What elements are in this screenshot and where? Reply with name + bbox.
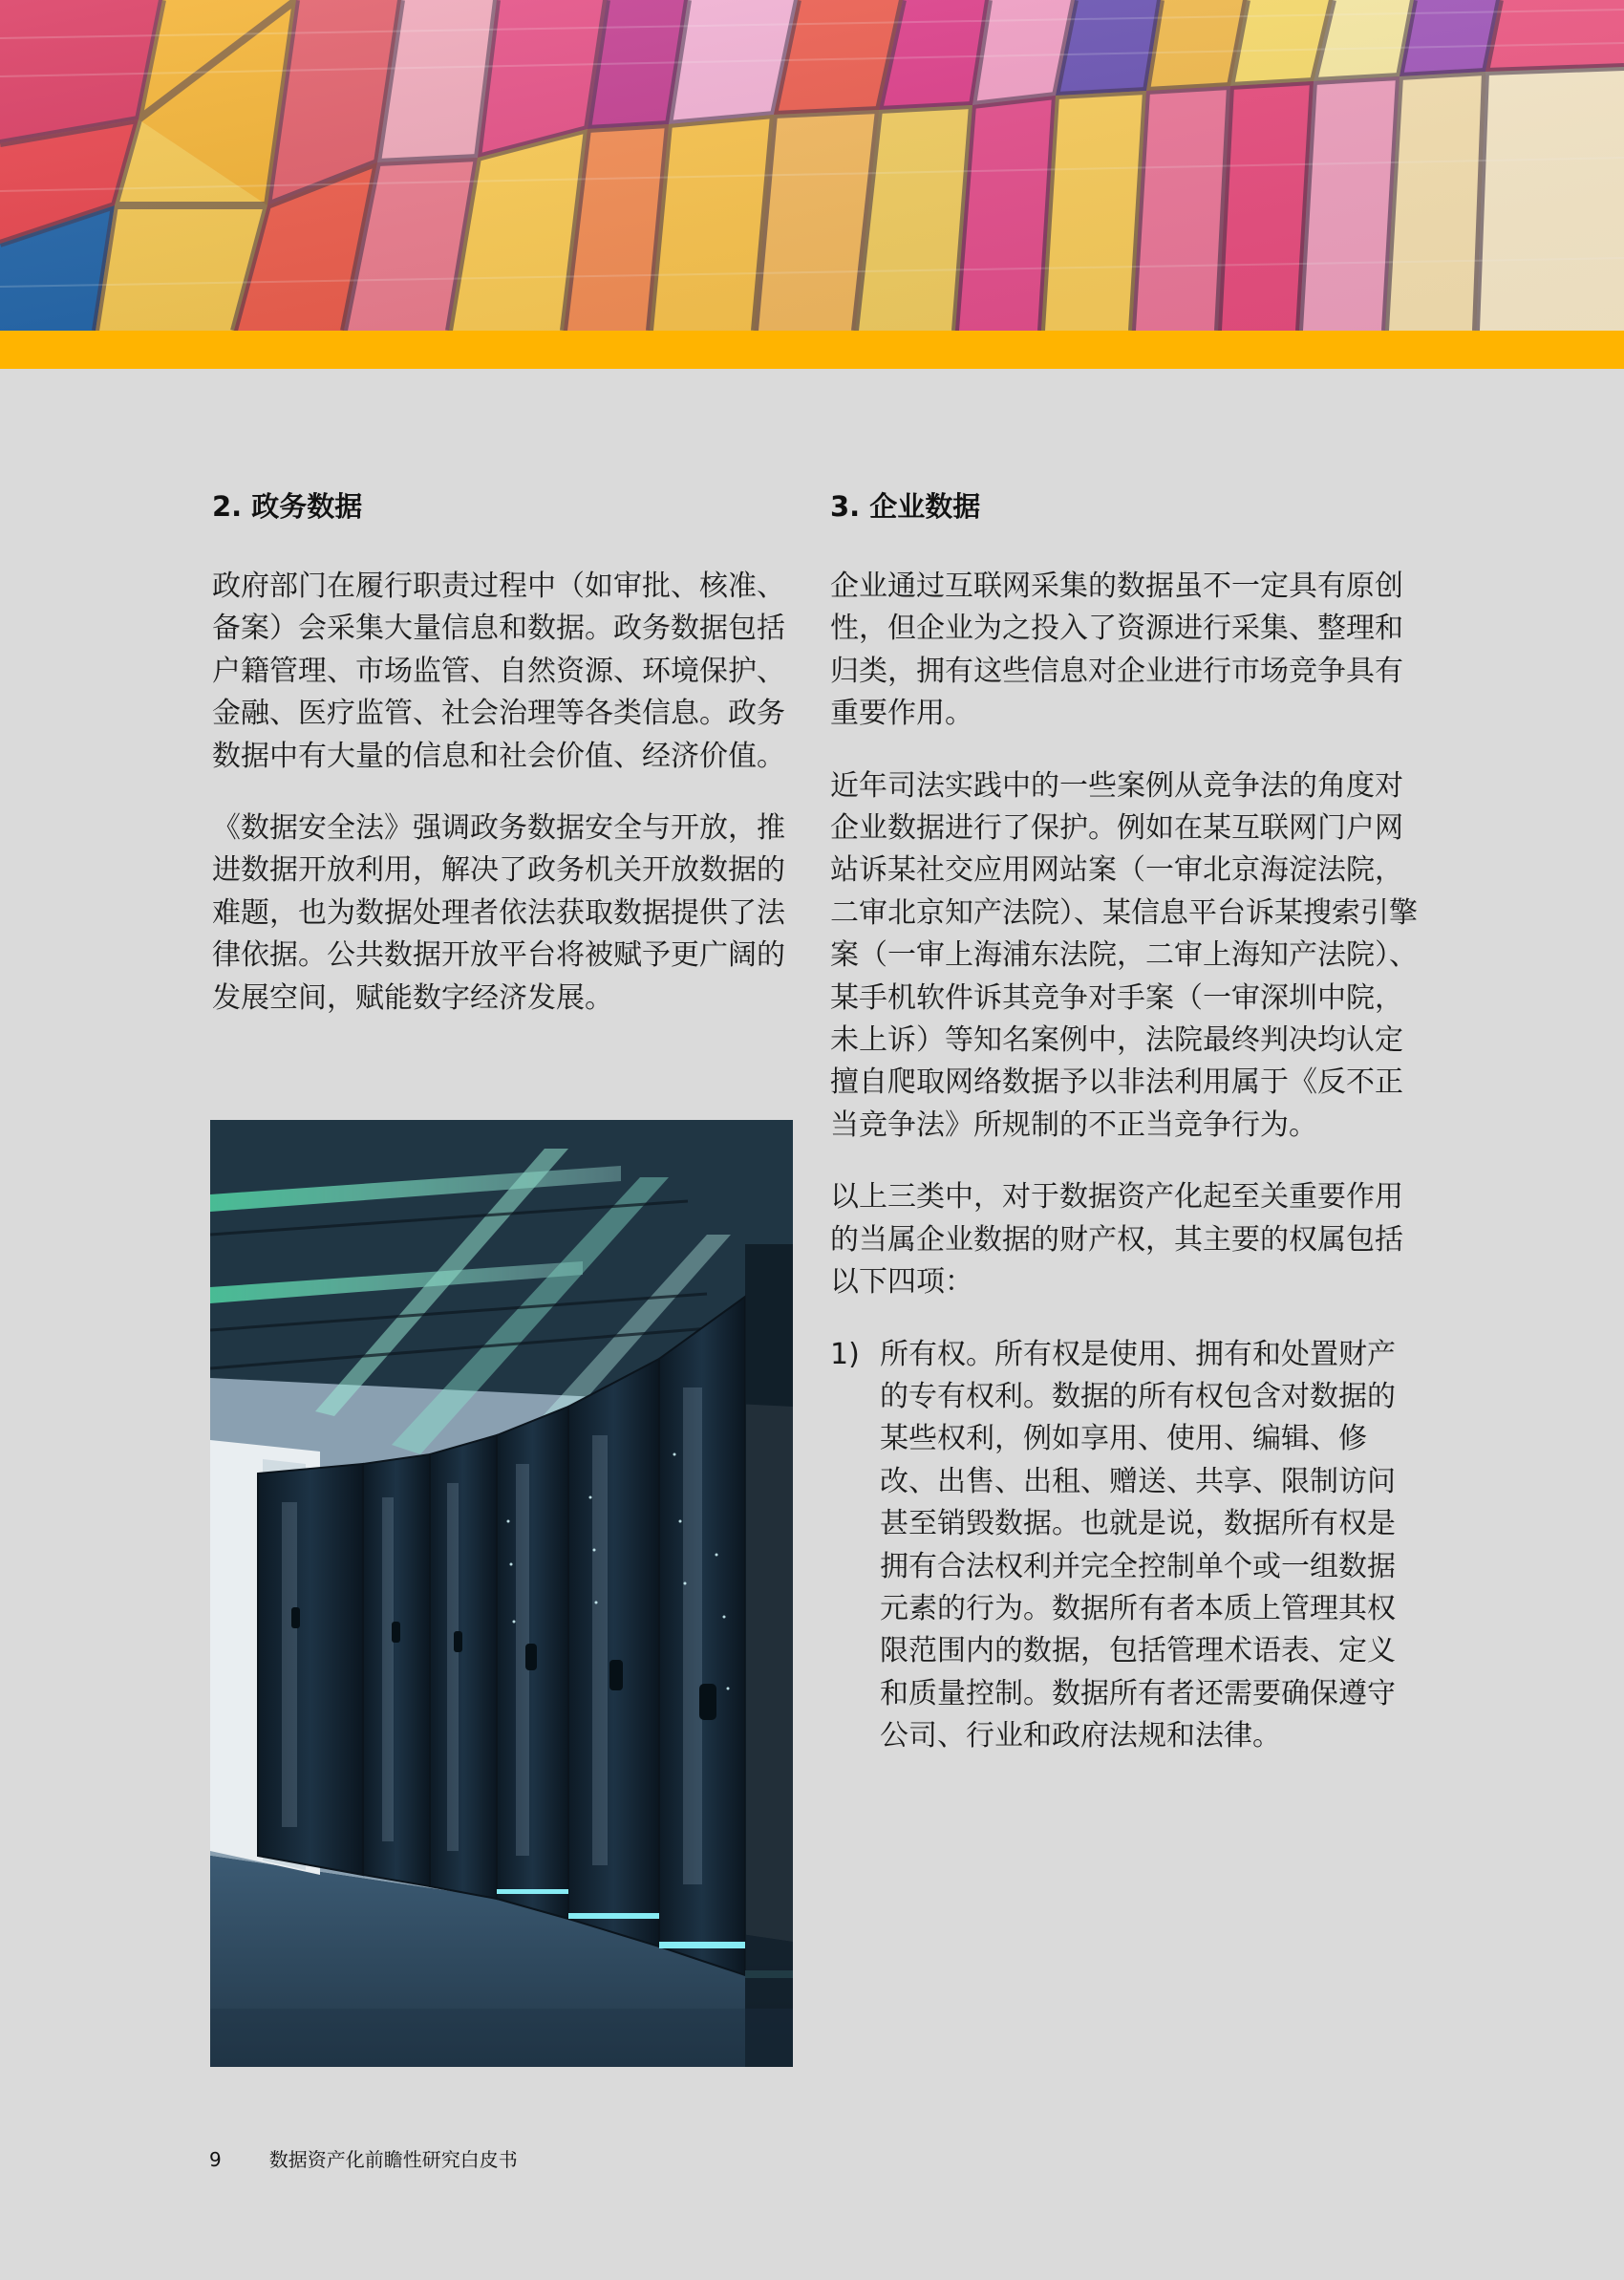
enterprise-data-paragraph-2: 近年司法实践中的一些案例从竞争法的角度对企业数据进行了保护。例如在某互联网门户网站诉某社交应用网站案（一审北京海淀法院，二审北京知产法院）、某信息平台诉某搜索引擎案（一审上海浦东法院，二审上海知产法院）、某手机软件诉其竞争对手案（一审深圳中院，未上诉）等知名案例中，法院最终判决均认定擅自爬取网络数据予以非法利用属于《反不正当竞争法》所规制的不正当竞争行为。 [830,768,1418,1142]
document-title: 数据资产化前瞻性研究白皮书 [268,2148,518,2171]
list-item-marker: 1) [830,1337,860,1371]
enterprise-data-heading: 3. 企业数据 [830,490,981,523]
enterprise-data-column [830,487,1422,1758]
data-center-server-room-image [210,1120,793,2067]
yellow-accent-bar [0,331,1624,369]
government-data-paragraph-1: 政府部门在履行职责过程中（如审批、核准、备案）会采集大量信息和数据。政务数据包括户籍管理、市场监管、自然资源、环境保护、金融、医疗监管、社会治理等各类信息。政务数据中有大量的信息和社会价值、经济价值。 [212,570,785,773]
government-data-heading: 2. 政务数据 [212,490,363,523]
enterprise-data-paragraph-1: 企业通过互联网采集的数据虽不一定具有原创性，但企业为之投入了资源进行采集、整理和归类，拥有这些信息对企业进行市场竞争具有重要作用。 [830,570,1403,731]
enterprise-data-paragraph-3: 以上三类中，对于数据资产化起至关重要作用的当属企业数据的财产权，其主要的权属包括以下四项： [830,1180,1403,1300]
government-data-column [212,487,795,1049]
page-number: 9 [209,2148,222,2171]
colorful-building-facade-image [0,0,1624,331]
list-item-text: 所有权。所有权是使用、拥有和处置财产的专有权利。数据的所有权包含对数据的某些权利，例如享用、使用、编辑、修改、出售、出租、赠送、共享、限制访问甚至销毁数据。也就是说，数据所有权是拥有合法权利并完全控制单个或一组数据元素的行为。数据所有者本质上管理其权限范围内的数据，包括管理术语表、定义和质量控制。数据所有者还需要确保遵守公司、行业和政府法规和法律。 [880,1337,1396,1753]
list-item [830,1334,1422,1758]
enterprise-rights-list [830,1334,1422,1758]
page-footer [209,2146,518,2173]
government-data-paragraph-2: 《数据安全法》强调政务数据安全与开放，推进数据开放利用，解决了政务机关开放数据的难题，也为数据处理者依法获取数据提供了法律依据。公共数据开放平台将被赋予更广阔的发展空间，赋能数字经济发展。 [212,811,785,1015]
